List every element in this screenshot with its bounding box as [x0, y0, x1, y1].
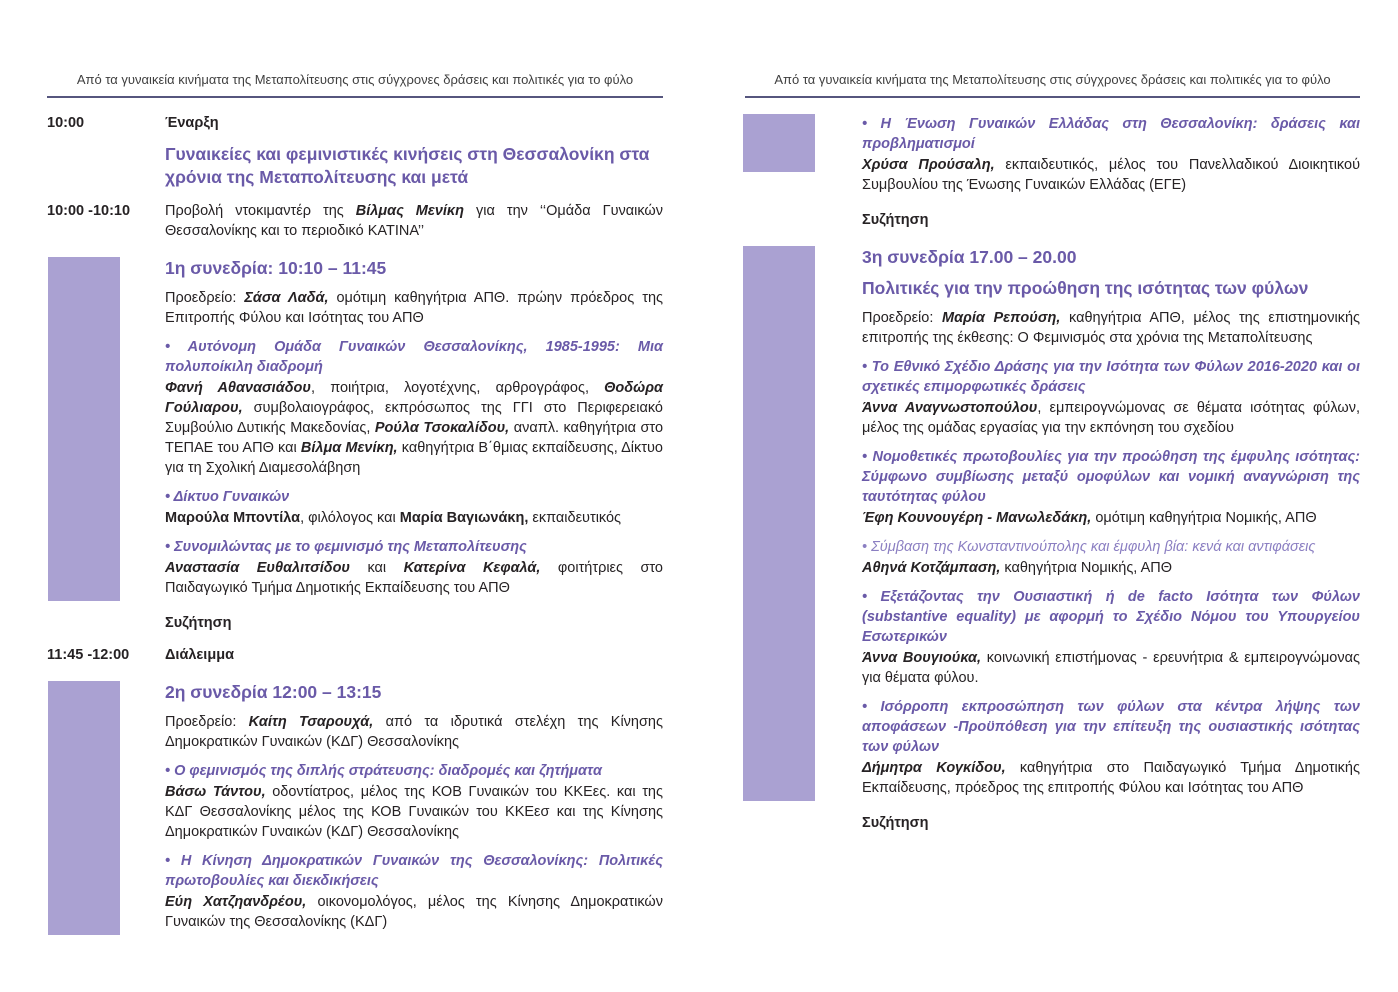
discussion-label: Συζήτηση	[165, 615, 232, 631]
text-segment: καθηγήτρια ΑΠΘ, μέλος της επιστημονικής επιτροπής της έκθεσης: Ο Φεμινισμός στα χρόνια της Μεταπολίτευσης	[862, 310, 1360, 346]
text-segment: Αθηνά Κοτζάμπαση,	[862, 560, 1001, 576]
text-segment: Προεδρείο:	[165, 290, 245, 306]
text-segment: για την ‘‘Ομάδα Γυναικών Θεσσαλονίκης και το περιοδικό ΚΑΤΙΝΑ’’	[165, 203, 663, 239]
talk-title: • Το Εθνικό Σχέδιο Δράσης για την Ισότητα των Φύλων 2016-2020 και οι σχετικές επιμορφωτικές δράσεις	[862, 359, 1360, 395]
text-segment: Βίλμας Μενίκη	[355, 203, 464, 219]
text-segment: από τα ιδρυτικά στελέχη της Κίνησης Δημοκρατικών Γυναικών (ΚΔΓ) Θεσσαλονίκης	[165, 714, 663, 750]
text-segment: Άννα Αναγνωστοπούλου	[862, 400, 1038, 416]
talk-title: • Η Ένωση Γυναικών Ελλάδας στη Θεσσαλονίκη: δράσεις και προβληματισμοί	[862, 116, 1360, 152]
session-2-body	[165, 681, 663, 935]
text-segment: Αναστασία Ευθαλιτσίδου	[165, 560, 351, 576]
talk-speakers	[862, 398, 1360, 438]
program-row-opening	[47, 113, 663, 133]
text-segment: Φανή Αθανασιάδου	[165, 380, 311, 396]
text-segment: Άννα Βουγιούκα,	[862, 650, 982, 666]
text-segment: εκπαιδευτικός, μέλος του Πανελλαδικού Διοικητικού Συμβουλίου της Ένωσης Γυναικών Ελλάδας (ΕΓΕ)	[862, 157, 1361, 193]
screening-description	[165, 201, 663, 241]
text-segment: Σάσα Λαδά,	[244, 290, 329, 306]
text-segment: Μαρία Βαγιωνάκη,	[399, 510, 529, 526]
talk-title: • Ισόρροπη εκπροσώπηση των φύλων στα κέντρα λήψης των αποφάσεων -Προϋπόθεση για την επίτευξη της ουσιαστικής ισότητας των φύλων	[862, 699, 1360, 755]
talk-speakers	[165, 378, 663, 478]
running-header: Από τα γυναικεία κινήματα της Μεταπολίτευσης στις σύγχρονες δράσεις και πολιτικές για το φύλο	[47, 72, 663, 98]
talk-speakers	[862, 508, 1360, 528]
session-3-subtitle: Πολιτικές για την προώθηση της ισότητας των φύλων	[862, 278, 1309, 298]
talk-title: • Νομοθετικές πρωτοβουλίες για την προώθηση της έμφυλης ισότητας: Σύμφωνο συμβίωσης μεταξύ ομοφύλων και νομική αναγνώριση της ταυτότητας φύλου	[862, 449, 1360, 505]
session-3-body	[862, 246, 1360, 801]
talk-speakers	[165, 782, 663, 842]
text-segment: οικονομολόγος, μέλος της Κίνησης Δημοκρατικών Γυναικών της Θεσσαλονίκης (ΚΔΓ)	[165, 894, 663, 930]
text-segment: Μαρία Ρεπούση,	[941, 310, 1061, 326]
text-segment: Προεδρείο:	[165, 714, 249, 730]
session-accent-bar	[743, 246, 815, 801]
text-segment: Χρύσα Προύσαλη,	[862, 157, 995, 173]
session-accent-bar	[743, 114, 815, 172]
talk-speakers	[862, 758, 1360, 798]
talk-title: • Εξετάζοντας την Ουσιαστική ή de facto Ισότητα των Φύλων (substantive equality) με αφορμή το Σχέδιο Νόμου του Υπουργείου Εσωτερικών	[862, 589, 1360, 645]
program-main-title: Γυναικείες και φεμινιστικές κινήσεις στη Θεσσαλονίκη στα χρόνια της Μεταπολίτευσης και μετά	[165, 144, 650, 187]
talk-speakers	[165, 558, 663, 598]
text-segment: καθηγήτρια Νομικής, ΑΠΘ	[1000, 560, 1172, 576]
text-segment: κοινωνική επιστήμονας - ερευνήτρια & εμπειρογνώμονας για θέματα φύλου.	[862, 650, 1360, 686]
session-3-heading: 3η συνεδρία 17.00 – 20.00	[862, 247, 1077, 267]
ege-talk-body	[862, 114, 1360, 198]
talk-speakers	[165, 508, 663, 528]
text-segment: Κατερίνα Κεφαλά,	[403, 560, 541, 576]
text-segment: συμβολαιογράφος, εκπρόσωπος της ΓΓΙ στο Περιφερειακό Συμβούλιο Δυτικής Μακεδονίας,	[165, 400, 663, 436]
session-accent-bar	[48, 681, 120, 935]
text-segment: και	[350, 560, 404, 576]
text-segment: καθηγήτρια στο Παιδαγωγικό Τμήμα Δημοτικής Εκπαίδευσης, πρόεδρος της επιτροπής Φύλου και Ισότητας του ΑΠΘ	[862, 760, 1360, 796]
text-segment: Βίλμα Μενίκη,	[300, 440, 398, 456]
ege-talk-block	[745, 114, 1360, 198]
session-2-chair	[165, 712, 663, 752]
text-segment: Έφη Κουνουγέρη - Μανωλεδάκη,	[862, 510, 1092, 526]
session-1-block	[47, 257, 663, 601]
text-segment: , φιλόλογος και	[300, 510, 400, 526]
talk-title: • Συνομιλώντας με το φεμινισμό της Μεταπολίτευσης	[165, 539, 527, 555]
time-label: 11:45 -12:00	[47, 647, 130, 663]
program-row-screening	[47, 201, 663, 241]
talk-title: • Η Κίνηση Δημοκρατικών Γυναικών της Θεσσαλονίκης: Πολιτικές πρωτοβουλίες και διεκδικήσεις	[165, 853, 663, 889]
talk-speakers	[862, 648, 1360, 688]
program-row-break	[47, 645, 663, 665]
running-header: Από τα γυναικεία κινήματα της Μεταπολίτευσης στις σύγχρονες δράσεις και πολιτικές για το φύλο	[745, 72, 1360, 98]
text-segment: οδοντίατρος, μέλος της ΚΟΒ Γυναικών του ΚΚΕες. και της ΚΔΓ Θεσσαλονίκης μέλος της ΚΟΒ Γυναικών του ΚΚΕεσ και της Κίνησης Δημοκρατικών Γυναικών (ΚΔΓ) Θεσσαλονίκης	[165, 784, 663, 840]
break-label: Διάλειμμα	[165, 647, 234, 663]
text-segment: , εμπειρογνώμονας σε θέματα ισότητας φύλων, μέλος της ομάδας εργασίας για την εκπόνηση του σχεδίου	[862, 400, 1360, 436]
text-segment: φοιτήτριες στο Παιδαγωγικό Τμήμα Δημοτικής Εκπαίδευσης του ΑΠΘ	[165, 560, 663, 596]
text-segment: Προεδρείο:	[862, 310, 942, 326]
time-label: 10:00	[47, 115, 85, 131]
session-1-chair	[165, 288, 663, 328]
talk-title: • Σύμβαση της Κωνσταντινούπολης και έμφυλη βία: κενά και αντιφάσεις	[862, 539, 1316, 555]
text-segment: Βάσω Τάντου,	[165, 784, 266, 800]
left-column	[47, 72, 663, 947]
talk-speakers	[165, 892, 663, 932]
text-segment: Προβολή ντοκιμαντέρ της	[165, 203, 356, 219]
text-segment: Μαρούλα Μποντίλα	[165, 510, 301, 526]
talk-speakers	[862, 155, 1360, 195]
event-label: Έναρξη	[165, 115, 219, 131]
talk-speakers	[862, 558, 1360, 578]
text-segment: καθηγήτρια Β΄θμιας εκπαίδευσης, Δίκτυο για τη Σχολική Διαμεσολάβηση	[165, 440, 663, 476]
text-segment: ομότιμη καθηγήτρια ΑΠΘ. πρώην πρόεδρος της Επιτροπής Φύλου και Ισότητας του ΑΠΘ	[165, 290, 663, 326]
text-segment: Ρούλα Τσοκαλίδου,	[374, 420, 510, 436]
right-column-content	[745, 114, 1360, 833]
session-1-heading: 1η συνεδρία: 10:10 – 11:45	[165, 258, 387, 278]
text-segment: Θοδώρα Γούλιαρου,	[165, 380, 663, 416]
discussion-label: Συζήτηση	[862, 815, 929, 831]
talk-title: • Δίκτυο Γυναικών	[165, 489, 290, 505]
talk-title: • Ο φεμινισμός της διπλής στράτευσης: διαδρομές και ζητήματα	[165, 763, 602, 779]
left-column-content	[47, 113, 663, 935]
text-segment: Εύη Χατζηανδρέου,	[165, 894, 307, 910]
session-accent-bar	[48, 257, 120, 601]
session-3-block	[745, 246, 1360, 801]
talk-title: • Αυτόνομη Ομάδα Γυναικών Θεσσαλονίκης, 1985-1995: Μια πολυποίκιλη διαδρομή	[165, 339, 663, 375]
time-label: 10:00 -10:10	[47, 203, 131, 219]
text-segment: , ποιήτρια, λογοτέχνης, αρθρογράφος,	[311, 380, 605, 396]
text-segment: αναπλ. καθηγήτρια στο ΤΕΠΑΕ του ΑΠΘ και	[165, 420, 664, 456]
text-segment: ομότιμη καθηγήτρια Νομικής, ΑΠΘ	[1091, 510, 1317, 526]
session-1-body	[165, 257, 663, 601]
text-segment: Δήμητρα Κογκίδου,	[862, 760, 1006, 776]
session-2-heading: 2η συνεδρία 12:00 – 13:15	[165, 682, 382, 702]
discussion-label: Συζήτηση	[862, 212, 929, 228]
session-2-block	[47, 681, 663, 935]
right-column	[745, 72, 1360, 845]
text-segment: εκπαιδευτικός	[528, 510, 622, 526]
text-segment: Καίτη Τσαρουχά,	[248, 714, 374, 730]
session-3-chair	[862, 308, 1360, 348]
